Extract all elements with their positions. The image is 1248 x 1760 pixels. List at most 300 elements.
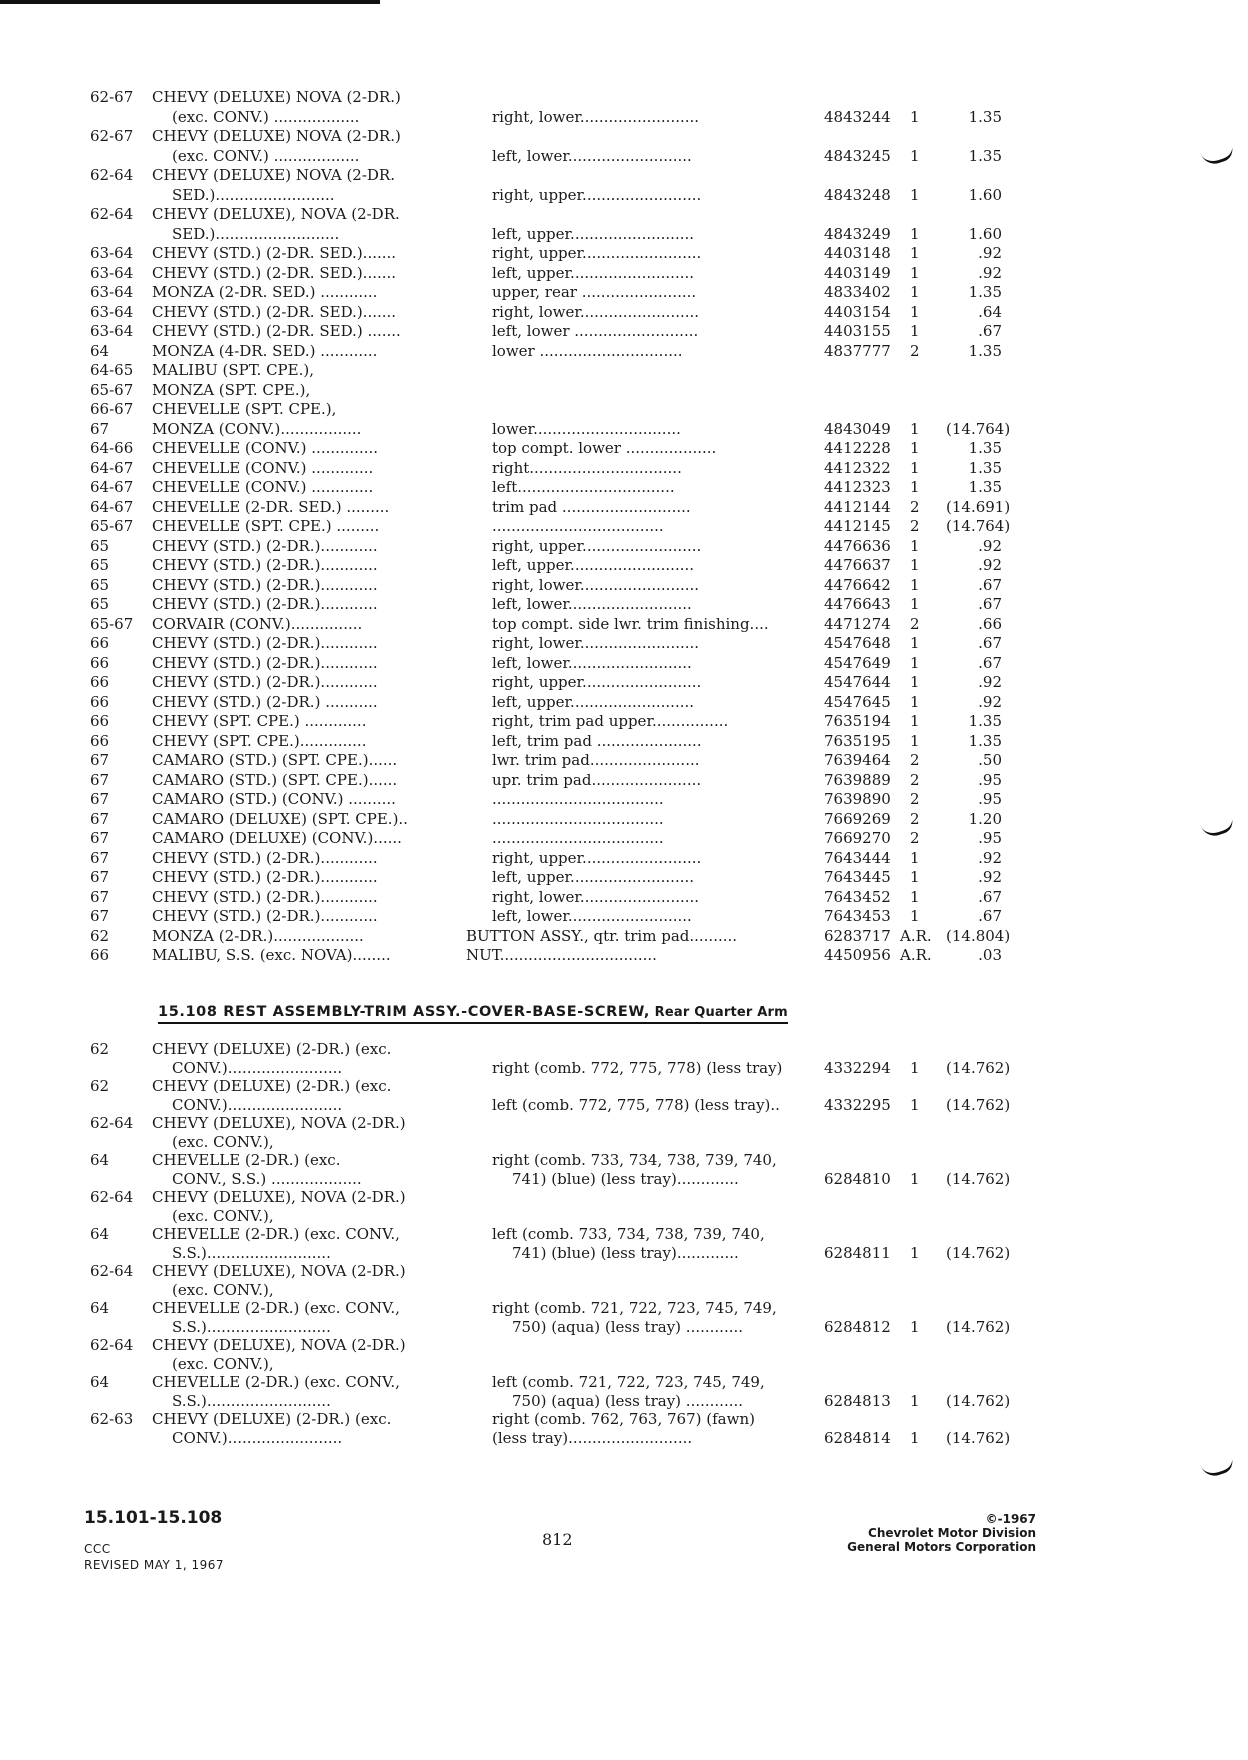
- description-cell: top compt. lower ...................: [492, 439, 717, 457]
- quantity-cell: 1: [910, 1428, 920, 1447]
- model-cell: S.S.)..........................: [172, 1317, 331, 1336]
- year-cell: 62-64: [90, 1262, 134, 1280]
- table-row: [0, 498, 1248, 517]
- year-cell: 64-67: [90, 497, 134, 516]
- year-cell: 67: [90, 907, 110, 925]
- table-row: [0, 1392, 1248, 1411]
- model-cell: CHEVY (STD.) (2-DR.)............: [152, 907, 378, 925]
- part-number-cell: 4412323: [824, 478, 891, 496]
- model-cell: CHEVY (STD.) (2-DR. SED.).......: [152, 244, 397, 262]
- quantity-cell: 1: [910, 419, 920, 438]
- model-cell: CHEVELLE (CONV.) .............: [152, 478, 374, 496]
- year-cell: 67: [90, 751, 110, 769]
- description-cell: ....................................: [492, 790, 664, 808]
- quantity-cell: 1: [910, 536, 920, 555]
- price-cell: .67: [978, 653, 1002, 672]
- table-row: [0, 1373, 1248, 1392]
- quantity-cell: 1: [910, 712, 920, 730]
- year-cell: 65-67: [90, 380, 134, 399]
- model-cell: CHEVY (STD.) (2-DR. SED.).......: [152, 263, 397, 282]
- price-cell: 1.60: [968, 224, 1002, 243]
- table-row: [0, 147, 1248, 166]
- quantity-cell: 1: [910, 478, 920, 496]
- quantity-cell: 1: [910, 185, 920, 204]
- model-cell: (exc. CONV.) ..................: [172, 107, 360, 126]
- price-cell: .92: [978, 848, 1002, 867]
- price-cell: .92: [978, 556, 1002, 574]
- model-cell: CHEVY (STD.) (2-DR.)............: [152, 556, 378, 574]
- year-cell: 62-67: [90, 88, 134, 106]
- price-cell: 1.35: [968, 341, 1002, 360]
- description-cell: lwr. trim pad.......................: [492, 751, 700, 769]
- year-cell: 66: [90, 712, 110, 730]
- year-cell: 67: [90, 790, 110, 808]
- table-row: [0, 186, 1248, 205]
- model-cell: CHEVY (SPT. CPE.)..............: [152, 731, 367, 750]
- year-cell: 64-67: [90, 478, 134, 496]
- year-cell: 66: [90, 692, 110, 711]
- table-row: [0, 1114, 1248, 1133]
- price-cell: .92: [978, 868, 1002, 886]
- table-row: [0, 108, 1248, 127]
- year-cell: 63-64: [90, 263, 134, 282]
- model-cell: CHEVY (SPT. CPE.) .............: [152, 712, 367, 730]
- binder-mark: [1200, 1455, 1235, 1479]
- model-cell: CHEVY (STD.) (2-DR.)............: [152, 868, 378, 886]
- price-cell: (14.762): [946, 1317, 1011, 1336]
- table-row: [0, 556, 1248, 575]
- description-cell: ....................................: [492, 517, 664, 535]
- quantity-cell: 1: [910, 673, 920, 691]
- price-cell: 1.60: [968, 185, 1002, 204]
- description-cell: 750) (aqua) (less tray) ............: [512, 1317, 744, 1336]
- description-cell: left, trim pad ......................: [492, 731, 702, 750]
- year-cell: 66: [90, 673, 110, 691]
- copyright: ©-1967: [985, 1512, 1036, 1526]
- price-cell: 1.35: [968, 146, 1002, 165]
- table-row: [0, 868, 1248, 887]
- part-number-cell: 4843248: [824, 185, 891, 204]
- model-cell: CHEVY (DELUXE), NOVA (2-DR.): [152, 1188, 406, 1206]
- table-row: [0, 888, 1248, 907]
- price-cell: 1.35: [968, 478, 1002, 496]
- description-cell: right, lower.........................: [492, 575, 700, 594]
- table-row: [0, 1096, 1248, 1115]
- quantity-cell: 1: [910, 1317, 920, 1336]
- description-cell: left (comb. 772, 775, 778) (less tray)..: [492, 1095, 780, 1114]
- quantity-cell: 1: [910, 848, 920, 867]
- table-row: [0, 478, 1248, 497]
- model-cell: CHEVY (DELUXE) NOVA (2-DR.): [152, 88, 401, 106]
- year-cell: 66-67: [90, 400, 134, 418]
- table-row: [0, 810, 1248, 829]
- section-range: 15.101-15.108: [84, 1508, 223, 1528]
- table-row: [0, 322, 1248, 341]
- year-cell: 62: [90, 1077, 110, 1095]
- year-cell: 62-63: [90, 1410, 134, 1428]
- quantity-cell: 1: [910, 458, 920, 477]
- year-cell: 64-66: [90, 439, 134, 457]
- part-number-cell: 4843244: [824, 107, 891, 126]
- part-number-cell: 7639464: [824, 751, 891, 769]
- quantity-cell: 2: [910, 517, 920, 535]
- quantity-cell: 1: [910, 263, 920, 282]
- price-cell: .95: [978, 790, 1002, 808]
- table-row: [0, 712, 1248, 731]
- quantity-cell: 1: [910, 244, 920, 262]
- year-cell: 66: [90, 731, 110, 750]
- description-cell: lower ..............................: [492, 341, 683, 360]
- model-cell: MONZA (SPT. CPE.),: [152, 380, 311, 399]
- table-row: [0, 1281, 1248, 1300]
- model-cell: CHEVY (STD.) (2-DR.)............: [152, 536, 378, 555]
- description-cell: left, lower..........................: [492, 907, 692, 925]
- quantity-cell: 1: [910, 692, 920, 711]
- table-row: [0, 1133, 1248, 1152]
- table-row: [0, 1151, 1248, 1170]
- model-cell: CHEVELLE (2-DR.) (exc.: [152, 1151, 341, 1169]
- quantity-cell: 1: [910, 907, 920, 925]
- part-number-cell: 4547649: [824, 653, 891, 672]
- year-cell: 66: [90, 634, 110, 652]
- quantity-cell: 1: [910, 283, 920, 301]
- part-number-cell: 4547645: [824, 692, 891, 711]
- year-cell: 64: [90, 341, 110, 360]
- year-cell: 65-67: [90, 614, 134, 633]
- price-cell: .92: [978, 692, 1002, 711]
- model-cell: CONV.)........................: [172, 1058, 343, 1077]
- table-row: [0, 1336, 1248, 1355]
- description-cell: left, upper..........................: [492, 224, 695, 243]
- part-number-cell: 4476642: [824, 575, 891, 594]
- year-cell: 64-65: [90, 361, 134, 379]
- year-cell: 67: [90, 868, 110, 886]
- quantity-cell: 2: [910, 770, 920, 789]
- year-cell: 62-64: [90, 1336, 134, 1354]
- price-cell: .67: [978, 595, 1002, 613]
- part-number-cell: 4476636: [824, 536, 891, 555]
- table-row: [0, 1170, 1248, 1189]
- model-cell: CHEVY (STD.) (2-DR.)............: [152, 887, 378, 906]
- description-cell: left (comb. 733, 734, 738, 739, 740,: [492, 1225, 765, 1243]
- model-cell: (exc. CONV.),: [172, 1280, 274, 1299]
- part-number-cell: 7643444: [824, 848, 891, 867]
- price-cell: .67: [978, 887, 1002, 906]
- quantity-cell: 2: [910, 809, 920, 828]
- year-cell: 62-64: [90, 1188, 134, 1206]
- part-number-cell: 4833402: [824, 283, 891, 301]
- model-cell: MALIBU, S.S. (exc. NOVA)........: [152, 946, 391, 964]
- year-cell: 66: [90, 653, 110, 672]
- table-row: [0, 732, 1248, 751]
- quantity-cell: 2: [910, 341, 920, 360]
- description-cell: upr. trim pad.......................: [492, 770, 702, 789]
- table-row: [0, 205, 1248, 224]
- quantity-cell: 1: [910, 224, 920, 243]
- table-row: [0, 634, 1248, 653]
- quantity-cell: 1: [910, 1095, 920, 1114]
- year-cell: 64-67: [90, 458, 134, 477]
- description-cell: right, upper.........................: [492, 673, 702, 691]
- description-cell: (less tray)..........................: [492, 1428, 693, 1447]
- model-cell: CHEVY (STD.) (2-DR.)............: [152, 848, 378, 867]
- quantity-cell: 2: [910, 751, 920, 769]
- year-cell: 64: [90, 1225, 110, 1243]
- model-cell: CHEVY (DELUXE), NOVA (2-DR.): [152, 1336, 406, 1354]
- description-cell: right, upper.........................: [492, 848, 702, 867]
- price-cell: .92: [978, 536, 1002, 555]
- quantity-cell: 1: [910, 731, 920, 750]
- table-row: [0, 303, 1248, 322]
- model-cell: CHEVY (STD.) (2-DR.) ...........: [152, 692, 378, 711]
- table-row: [0, 751, 1248, 770]
- model-cell: MONZA (4-DR. SED.) ............: [152, 341, 378, 360]
- model-cell: (exc. CONV.),: [172, 1132, 274, 1151]
- price-cell: 1.35: [968, 439, 1002, 457]
- model-cell: CAMARO (DELUXE) (SPT. CPE.)..: [152, 809, 408, 828]
- page-number: 812: [542, 1530, 573, 1549]
- model-cell: SED.).........................: [172, 185, 335, 204]
- model-cell: CAMARO (STD.) (SPT. CPE.)......: [152, 770, 398, 789]
- quantity-cell: 1: [910, 146, 920, 165]
- table-row: [0, 1188, 1248, 1207]
- description-cell: left, upper..........................: [492, 692, 695, 711]
- quantity-cell: 1: [910, 322, 920, 340]
- description-cell: left, lower..........................: [492, 146, 692, 165]
- price-cell: .92: [978, 673, 1002, 691]
- year-cell: 66: [90, 946, 110, 964]
- model-cell: CHEVY (STD.) (2-DR.)............: [152, 673, 378, 691]
- quantity-cell: 1: [910, 634, 920, 652]
- description-cell: trim pad ...........................: [492, 497, 691, 516]
- model-cell: CHEVELLE (2-DR. SED.) .........: [152, 497, 390, 516]
- model-cell: CAMARO (STD.) (CONV.) ..........: [152, 790, 396, 808]
- year-cell: 64: [90, 1373, 110, 1391]
- model-cell: CHEVY (STD.) (2-DR.)............: [152, 653, 378, 672]
- model-cell: CHEVY (STD.) (2-DR. SED.) .......: [152, 322, 401, 340]
- year-cell: 63-64: [90, 302, 134, 321]
- part-number-cell: 4412145: [824, 517, 891, 535]
- quantity-cell: 1: [910, 868, 920, 886]
- part-number-cell: 4476637: [824, 556, 891, 574]
- description-cell: right, upper.........................: [492, 244, 702, 262]
- table-row: [0, 790, 1248, 809]
- part-number-cell: 4547648: [824, 634, 891, 652]
- catalog-code: CCC: [84, 1542, 111, 1556]
- year-cell: 62-67: [90, 127, 134, 145]
- part-number-cell: 6284814: [824, 1428, 891, 1447]
- description-cell: left, upper..........................: [492, 556, 695, 574]
- price-cell: (14.762): [946, 1058, 1011, 1077]
- part-number-cell: 4403154: [824, 302, 891, 321]
- price-cell: (14.764): [946, 419, 1011, 438]
- price-cell: .95: [978, 829, 1002, 847]
- model-cell: CHEVY (STD.) (2-DR.)............: [152, 595, 378, 613]
- model-cell: CHEVELLE (SPT. CPE.),: [152, 400, 337, 418]
- year-cell: 67: [90, 829, 110, 847]
- model-cell: (exc. CONV.),: [172, 1206, 274, 1225]
- section-title: 15.108 REST ASSEMBLY-TRIM ASSY.-COVER-BASE-SCREW,: [158, 1004, 650, 1020]
- revision-date: REVISED MAY 1, 1967: [84, 1558, 224, 1572]
- year-cell: 62-64: [90, 166, 134, 184]
- description-cell: left.................................: [492, 478, 675, 496]
- part-number-cell: 7643452: [824, 887, 891, 906]
- description-cell: 741) (blue) (less tray).............: [512, 1169, 739, 1188]
- table-row: [0, 1244, 1248, 1263]
- model-cell: S.S.)..........................: [172, 1243, 331, 1262]
- top-rule: [0, 0, 380, 4]
- price-cell: (14.762): [946, 1243, 1011, 1262]
- table-row: [0, 615, 1248, 634]
- quantity-cell: 1: [910, 1169, 920, 1188]
- part-number-cell: 4843249: [824, 224, 891, 243]
- description-cell: right, lower.........................: [492, 107, 700, 126]
- quantity-cell: 1: [910, 575, 920, 594]
- model-cell: S.S.)..........................: [172, 1391, 331, 1410]
- quantity-cell: 1: [910, 1058, 920, 1077]
- model-cell: CAMARO (DELUXE) (CONV.)......: [152, 829, 402, 847]
- model-cell: CHEVELLE (2-DR.) (exc. CONV.,: [152, 1299, 400, 1317]
- table-row: [0, 927, 1248, 946]
- table-row: [0, 849, 1248, 868]
- price-cell: 1.35: [968, 712, 1002, 730]
- year-cell: 67: [90, 887, 110, 906]
- table-row: [0, 1262, 1248, 1281]
- table-row: [0, 225, 1248, 244]
- part-number-cell: 4450956: [824, 946, 891, 964]
- quantity-cell: 1: [910, 556, 920, 574]
- model-cell: CHEVY (DELUXE), NOVA (2-DR.): [152, 1114, 406, 1132]
- quantity-cell: 2: [910, 614, 920, 633]
- description-cell: left, upper..........................: [492, 263, 695, 282]
- table-row: [0, 1410, 1248, 1429]
- part-number-cell: 4332294: [824, 1058, 891, 1077]
- year-cell: 65: [90, 536, 110, 555]
- table-row: [0, 907, 1248, 926]
- year-cell: 65-67: [90, 517, 134, 535]
- price-cell: .92: [978, 263, 1002, 282]
- part-number-cell: 4471274: [824, 614, 891, 633]
- price-cell: (14.691): [946, 497, 1011, 516]
- quantity-cell: A.R.: [900, 926, 932, 945]
- table-row: [0, 420, 1248, 439]
- year-cell: 63-64: [90, 283, 134, 301]
- model-cell: CHEVELLE (CONV.) ..............: [152, 439, 379, 457]
- table-row: [0, 244, 1248, 263]
- model-cell: CONV.)........................: [172, 1428, 343, 1447]
- price-cell: 1.20: [968, 809, 1002, 828]
- year-cell: 62: [90, 1040, 110, 1058]
- table-row: [0, 1077, 1248, 1096]
- part-number-cell: 6284812: [824, 1317, 891, 1336]
- price-cell: .50: [978, 751, 1002, 769]
- table-row: [0, 829, 1248, 848]
- description-cell: NUT.................................: [466, 946, 657, 964]
- model-cell: CHEVY (DELUXE) (2-DR.) (exc.: [152, 1077, 392, 1095]
- description-cell: 750) (aqua) (less tray) ............: [512, 1391, 744, 1410]
- part-number-cell: 4412144: [824, 497, 891, 516]
- model-cell: CONV., S.S.) ...................: [172, 1169, 362, 1188]
- table-row: [0, 771, 1248, 790]
- price-cell: (14.762): [946, 1391, 1011, 1410]
- part-number-cell: 4412322: [824, 458, 891, 477]
- part-number-cell: 4403155: [824, 322, 891, 340]
- price-cell: (14.804): [946, 926, 1011, 945]
- price-cell: .67: [978, 322, 1002, 340]
- price-cell: .67: [978, 907, 1002, 925]
- table-row: [0, 946, 1248, 965]
- description-cell: right (comb. 772, 775, 778) (less tray): [492, 1058, 783, 1077]
- price-cell: .95: [978, 770, 1002, 789]
- table-row: [0, 576, 1248, 595]
- quantity-cell: 1: [910, 595, 920, 613]
- price-cell: (14.764): [946, 517, 1011, 535]
- part-number-cell: 4547644: [824, 673, 891, 691]
- table-row: [0, 693, 1248, 712]
- price-cell: .64: [978, 302, 1002, 321]
- description-cell: right, trim pad upper................: [492, 712, 729, 730]
- part-number-cell: 7643453: [824, 907, 891, 925]
- model-cell: CHEVELLE (CONV.) .............: [152, 458, 374, 477]
- description-cell: right (comb. 721, 722, 723, 745, 749,: [492, 1299, 777, 1317]
- year-cell: 65: [90, 595, 110, 613]
- quantity-cell: 1: [910, 1391, 920, 1410]
- part-number-cell: 7635194: [824, 712, 891, 730]
- year-cell: 62-64: [90, 205, 134, 223]
- model-cell: CHEVY (DELUXE), NOVA (2-DR.): [152, 1262, 406, 1280]
- model-cell: CAMARO (STD.) (SPT. CPE.)......: [152, 751, 398, 769]
- year-cell: 65: [90, 556, 110, 574]
- model-cell: MONZA (CONV.).................: [152, 419, 362, 438]
- model-cell: CHEVELLE (SPT. CPE.) .........: [152, 517, 380, 535]
- model-cell: CHEVY (DELUXE) (2-DR.) (exc.: [152, 1040, 392, 1058]
- part-number-cell: 6283717: [824, 926, 891, 945]
- model-cell: MONZA (2-DR. SED.) ............: [152, 283, 378, 301]
- section-heading: [158, 1004, 788, 1024]
- description-cell: left (comb. 721, 722, 723, 745, 749,: [492, 1373, 765, 1391]
- year-cell: 65: [90, 575, 110, 594]
- year-cell: 63-64: [90, 322, 134, 340]
- description-cell: top compt. side lwr. trim finishing....: [492, 614, 769, 633]
- corporation: General Motors Corporation: [847, 1540, 1036, 1554]
- description-cell: right (comb. 762, 763, 767) (fawn): [492, 1410, 755, 1428]
- quantity-cell: A.R.: [900, 946, 932, 964]
- part-number-cell: 4332295: [824, 1095, 891, 1114]
- model-cell: CHEVY (DELUXE) (2-DR.) (exc.: [152, 1410, 392, 1428]
- price-cell: .92: [978, 244, 1002, 262]
- model-cell: (exc. CONV.) ..................: [172, 146, 360, 165]
- quantity-cell: 1: [910, 653, 920, 672]
- model-cell: CHEVY (DELUXE) NOVA (2-DR.: [152, 166, 395, 184]
- part-number-cell: 4843245: [824, 146, 891, 165]
- part-number-cell: 4843049: [824, 419, 891, 438]
- part-number-cell: 4403149: [824, 263, 891, 282]
- part-number-cell: 7635195: [824, 731, 891, 750]
- description-cell: BUTTON ASSY., qtr. trim pad..........: [466, 926, 738, 945]
- table-row: [0, 459, 1248, 478]
- table-row: [0, 381, 1248, 400]
- table-row: [0, 654, 1248, 673]
- description-cell: ....................................: [492, 809, 664, 828]
- description-cell: right (comb. 733, 734, 738, 739, 740,: [492, 1151, 777, 1169]
- model-cell: CHEVY (DELUXE) NOVA (2-DR.): [152, 127, 401, 145]
- price-cell: (14.762): [946, 1169, 1011, 1188]
- description-cell: right, lower.........................: [492, 887, 700, 906]
- model-cell: CHEVELLE (2-DR.) (exc. CONV.,: [152, 1373, 400, 1391]
- part-number-cell: 4403148: [824, 244, 891, 262]
- description-cell: right, upper.........................: [492, 536, 702, 555]
- year-cell: 62: [90, 926, 110, 945]
